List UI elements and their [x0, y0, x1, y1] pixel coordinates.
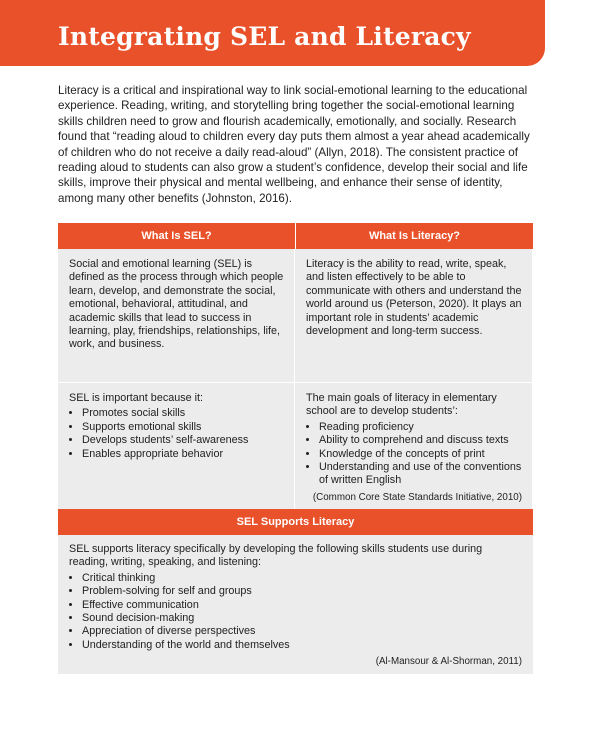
list-item: • Understanding of the world and themselves	[82, 639, 522, 652]
sel-importance-intro: SEL is important because it:	[69, 392, 204, 404]
literacy-definition-cell	[295, 249, 532, 382]
list-item: • Reading proficiency	[319, 421, 522, 434]
literacy-goals-list	[306, 421, 522, 488]
list-item: • Enables appropriate behavior	[82, 448, 284, 461]
sel-definition-cell	[58, 249, 295, 382]
sel-supports-citation: (Al-Mansour & Al-Shorman, 2011)	[375, 656, 522, 668]
literacy-goals-cell	[295, 383, 532, 509]
sel-supports-intro: SEL supports literacy specifically by developing the following skills students use during reading, writing, speaking, and listening:	[69, 543, 483, 569]
list-item: • Promotes social skills	[82, 407, 284, 420]
list-item: • Develops students’ self-awareness	[82, 434, 284, 447]
list-item: • Sound decision-making	[82, 612, 522, 625]
literacy-definition: Literacy is the ability to read, write, speak, and listen effectively to be able to communicate with others and understand the world around us (Peterson, 2020). It plays an important role in students’ academic development and long-term success.	[306, 258, 522, 338]
table-row	[58, 249, 533, 382]
sel-definition: Social and emotional learning (SEL) is defined as the process through which people learn, develop, and demonstrate the social, emotional, behavioral, attitudinal, and academic skills that lead to success in learning, play, friendships, relationships, life, work, and business.	[69, 258, 284, 351]
header-what-is-literacy: What Is Literacy?	[296, 223, 533, 249]
sel-supports-list	[69, 572, 522, 652]
header-what-is-sel: What Is SEL?	[58, 223, 296, 249]
intro-paragraph: Literacy is a critical and inspirational way to link social-emotional learning to the educational experience. Reading, writing, and storytelling bring together the social-emotional learning skills children need to grow and flourish academically, emotionally, and socially. Research found that “reading aloud to children every day puts them almost a year ahead academically of children who do not receive a daily read-aloud” (Allyn, 2018). The consistent practice of reading aloud to students can also grow a student’s confidence, develop their social and life skills, improve their physical and mental wellbeing, and enhance their sense of identity, among many other benefits (Johnston, 2016).	[58, 84, 530, 205]
list-item: • Effective communication	[82, 599, 522, 612]
literacy-goals-citation: (Common Core State Standards Initiative, 2010)	[312, 491, 522, 503]
table-header-row	[58, 223, 533, 249]
literacy-goals-intro: The main goals of literacy in elementary school are to develop students’:	[306, 392, 497, 418]
list-item: • Problem-solving for self and groups	[82, 585, 522, 598]
sel-supports-cell	[58, 535, 533, 674]
title-banner	[0, 0, 545, 66]
list-item: • Supports emotional skills	[82, 421, 284, 434]
sel-importance-list	[69, 407, 284, 461]
list-item: • Critical thinking	[82, 572, 522, 585]
page-title: Integrating SEL and Literacy	[58, 22, 471, 51]
sel-literacy-table	[58, 223, 533, 674]
list-item: • Understanding and use of the conventions of written English	[319, 461, 522, 488]
list-item: • Knowledge of the concepts of print	[319, 448, 522, 461]
header-sel-supports-literacy: SEL Supports Literacy	[58, 509, 533, 535]
list-item: • Appreciation of diverse perspectives	[82, 625, 522, 638]
list-item: • Ability to comprehend and discuss texts	[319, 434, 522, 447]
table-row	[58, 382, 533, 509]
sel-importance-cell	[58, 383, 295, 509]
